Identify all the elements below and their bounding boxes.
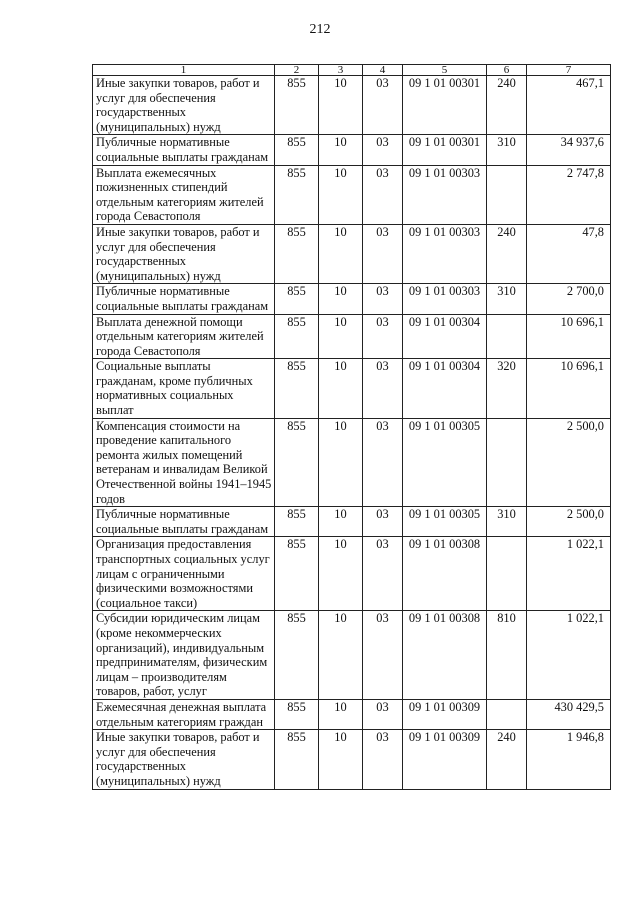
expense-type-code: 310 xyxy=(487,507,527,537)
section-code: 10 xyxy=(319,730,363,789)
target-article-code: 09 1 01 00303 xyxy=(403,165,487,224)
expense-type-code xyxy=(487,418,527,507)
admin-code: 855 xyxy=(275,418,319,507)
column-header: 3 xyxy=(319,65,363,76)
item-name: Публичные нормативные социальные выплаты гражданам xyxy=(93,507,275,537)
table-row xyxy=(93,507,611,537)
admin-code: 855 xyxy=(275,730,319,789)
amount: 1 022,1 xyxy=(527,611,611,700)
subsection-code: 03 xyxy=(363,165,403,224)
admin-code: 855 xyxy=(275,135,319,165)
amount: 10 696,1 xyxy=(527,359,611,418)
item-name: Организация предоставления транспортных социальных услуг лицам с ограниченными физическими возможностями (социальное такси) xyxy=(93,537,275,611)
amount: 2 700,0 xyxy=(527,284,611,314)
section-code: 10 xyxy=(319,537,363,611)
table-row xyxy=(93,284,611,314)
expense-type-code xyxy=(487,314,527,359)
amount: 10 696,1 xyxy=(527,314,611,359)
subsection-code: 03 xyxy=(363,284,403,314)
section-code: 10 xyxy=(319,699,363,729)
expense-type-code xyxy=(487,699,527,729)
item-name: Выплата денежной помощи отдельным категориям жителей города Севастополя xyxy=(93,314,275,359)
target-article-code: 09 1 01 00305 xyxy=(403,418,487,507)
subsection-code: 03 xyxy=(363,507,403,537)
target-article-code: 09 1 01 00304 xyxy=(403,314,487,359)
amount: 2 500,0 xyxy=(527,507,611,537)
budget-table xyxy=(92,64,611,790)
item-name: Иные закупки товаров, работ и услуг для обеспечения государственных (муниципальных) нужд xyxy=(93,76,275,135)
expense-type-code: 310 xyxy=(487,284,527,314)
item-name: Социальные выплаты гражданам, кроме публичных нормативных социальных выплат xyxy=(93,359,275,418)
amount: 34 937,6 xyxy=(527,135,611,165)
expense-type-code xyxy=(487,165,527,224)
section-code: 10 xyxy=(319,507,363,537)
table-row xyxy=(93,224,611,283)
subsection-code: 03 xyxy=(363,314,403,359)
admin-code: 855 xyxy=(275,284,319,314)
column-header: 4 xyxy=(363,65,403,76)
target-article-code: 09 1 01 00301 xyxy=(403,76,487,135)
target-article-code: 09 1 01 00309 xyxy=(403,699,487,729)
expense-type-code: 310 xyxy=(487,135,527,165)
amount: 2 500,0 xyxy=(527,418,611,507)
subsection-code: 03 xyxy=(363,537,403,611)
column-header: 1 xyxy=(93,65,275,76)
target-article-code: 09 1 01 00308 xyxy=(403,537,487,611)
target-article-code: 09 1 01 00305 xyxy=(403,507,487,537)
column-header: 2 xyxy=(275,65,319,76)
admin-code: 855 xyxy=(275,359,319,418)
target-article-code: 09 1 01 00303 xyxy=(403,224,487,283)
section-code: 10 xyxy=(319,76,363,135)
expense-type-code: 240 xyxy=(487,76,527,135)
expense-type-code: 810 xyxy=(487,611,527,700)
column-header: 6 xyxy=(487,65,527,76)
admin-code: 855 xyxy=(275,537,319,611)
section-code: 10 xyxy=(319,135,363,165)
section-code: 10 xyxy=(319,284,363,314)
expense-type-code: 320 xyxy=(487,359,527,418)
item-name: Иные закупки товаров, работ и услуг для обеспечения государственных (муниципальных) нужд xyxy=(93,224,275,283)
amount: 430 429,5 xyxy=(527,699,611,729)
admin-code: 855 xyxy=(275,314,319,359)
expense-type-code: 240 xyxy=(487,730,527,789)
table-row xyxy=(93,135,611,165)
subsection-code: 03 xyxy=(363,418,403,507)
table-row xyxy=(93,611,611,700)
subsection-code: 03 xyxy=(363,135,403,165)
item-name: Публичные нормативные социальные выплаты гражданам xyxy=(93,284,275,314)
table-row xyxy=(93,699,611,729)
expense-type-code xyxy=(487,537,527,611)
target-article-code: 09 1 01 00308 xyxy=(403,611,487,700)
admin-code: 855 xyxy=(275,611,319,700)
section-code: 10 xyxy=(319,314,363,359)
subsection-code: 03 xyxy=(363,611,403,700)
page-number: 212 xyxy=(309,22,331,37)
column-header: 5 xyxy=(403,65,487,76)
header-row xyxy=(93,65,611,76)
table-row xyxy=(93,730,611,789)
item-name: Компенсация стоимости на проведение капитального ремонта жилых помещений ветеранам и инвалидам Великой Отечественной войны 1941–1945 годов xyxy=(93,418,275,507)
subsection-code: 03 xyxy=(363,699,403,729)
item-name: Субсидии юридическим лицам (кроме некоммерческих организаций), индивидуальным предпринимателям, физическим лицам – производителям товаров, работ, услуг xyxy=(93,611,275,700)
admin-code: 855 xyxy=(275,165,319,224)
amount: 47,8 xyxy=(527,224,611,283)
section-code: 10 xyxy=(319,611,363,700)
target-article-code: 09 1 01 00309 xyxy=(403,730,487,789)
column-header: 7 xyxy=(527,65,611,76)
table-row xyxy=(93,359,611,418)
section-code: 10 xyxy=(319,165,363,224)
target-article-code: 09 1 01 00301 xyxy=(403,135,487,165)
subsection-code: 03 xyxy=(363,359,403,418)
section-code: 10 xyxy=(319,224,363,283)
expense-type-code: 240 xyxy=(487,224,527,283)
table-row xyxy=(93,165,611,224)
amount: 467,1 xyxy=(527,76,611,135)
subsection-code: 03 xyxy=(363,76,403,135)
target-article-code: 09 1 01 00303 xyxy=(403,284,487,314)
admin-code: 855 xyxy=(275,224,319,283)
admin-code: 855 xyxy=(275,699,319,729)
table-row xyxy=(93,537,611,611)
target-article-code: 09 1 01 00304 xyxy=(403,359,487,418)
admin-code: 855 xyxy=(275,507,319,537)
item-name: Иные закупки товаров, работ и услуг для обеспечения государственных (муниципальных) нужд xyxy=(93,730,275,789)
subsection-code: 03 xyxy=(363,730,403,789)
amount: 1 022,1 xyxy=(527,537,611,611)
section-code: 10 xyxy=(319,359,363,418)
subsection-code: 03 xyxy=(363,224,403,283)
table-body xyxy=(93,76,611,790)
amount: 2 747,8 xyxy=(527,165,611,224)
item-name: Публичные нормативные социальные выплаты гражданам xyxy=(93,135,275,165)
table-row xyxy=(93,314,611,359)
amount: 1 946,8 xyxy=(527,730,611,789)
admin-code: 855 xyxy=(275,76,319,135)
table-row xyxy=(93,418,611,507)
item-name: Выплата ежемесячных пожизненных стипендий отдельным категориям жителей города Севастополя xyxy=(93,165,275,224)
item-name: Ежемесячная денежная выплата отдельным категориям граждан xyxy=(93,699,275,729)
section-code: 10 xyxy=(319,418,363,507)
table-row xyxy=(93,76,611,135)
